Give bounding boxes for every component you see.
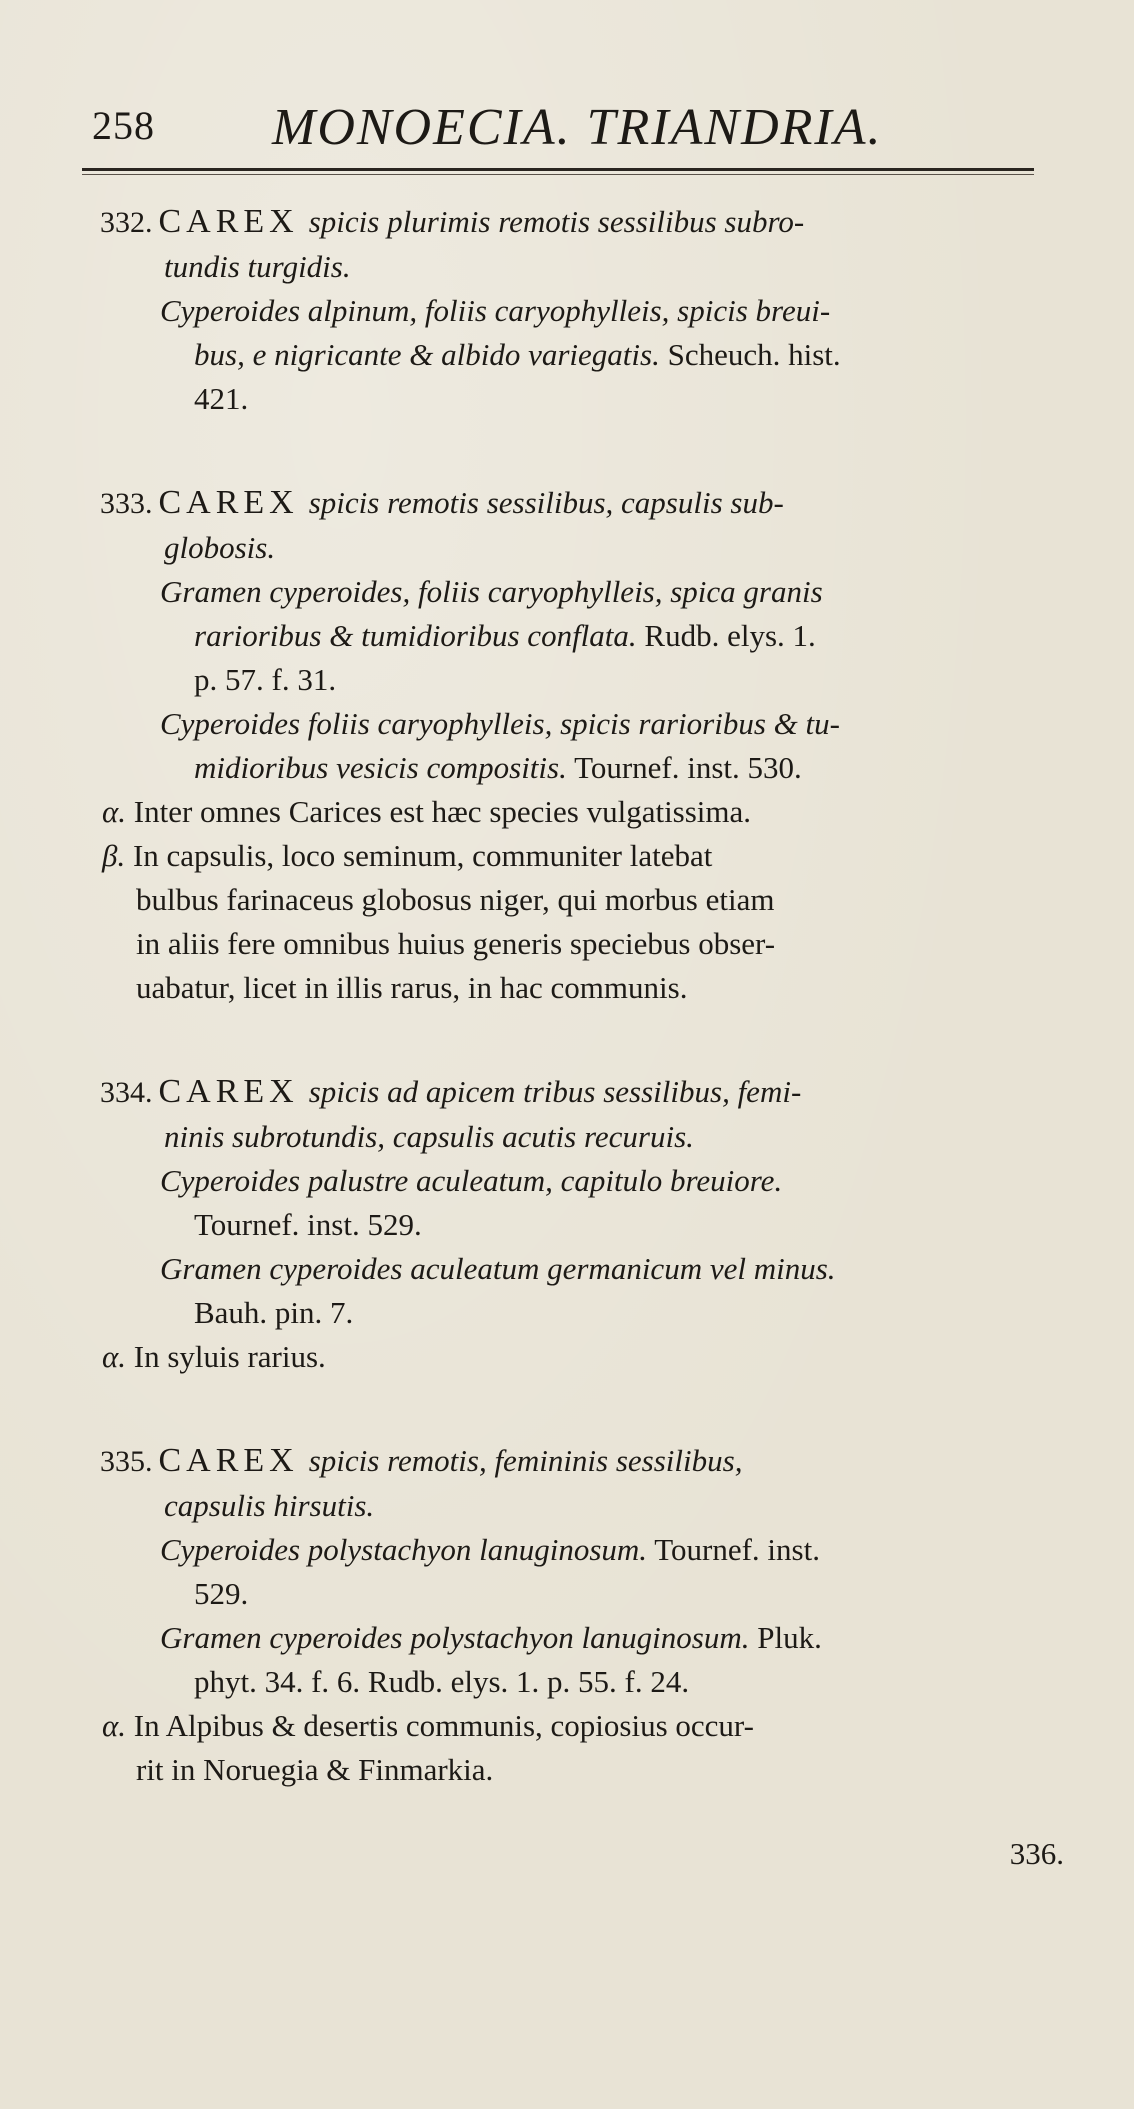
entry-heading — [100, 481, 1060, 526]
diagnosis: spicis remotis, femininis sessilibus, — [308, 1443, 743, 1478]
diagnosis: spicis plurimis remotis sessilibus subro- — [308, 204, 805, 239]
synonym-continued — [100, 333, 1060, 377]
entry-333 — [100, 481, 1060, 1010]
note-marker: α. — [102, 1708, 127, 1743]
synonym-text: Gramen cyperoides, foliis caryophylleis, spica granis — [160, 574, 823, 609]
diagnosis-continued: capsulis hirsutis. — [164, 1488, 375, 1523]
entry-332 — [100, 200, 1060, 421]
note-text: bulbus farinaceus globosus niger, qui morbus etiam — [136, 882, 775, 917]
genus-name: CAREX — [158, 484, 299, 521]
diagnosis-continued: tundis turgidis. — [164, 249, 351, 284]
synonym-text: Gramen cyperoides polystachyon lanuginosum. — [160, 1620, 750, 1655]
synonym-text: Gramen cyperoides aculeatum germanicum vel minus. — [160, 1251, 836, 1286]
entry-335 — [100, 1439, 1060, 1792]
diagnosis-continued: globosis. — [164, 530, 276, 565]
entry-number: 335. — [100, 1445, 153, 1478]
synonym-reference: Tournef. inst. 529. — [194, 1207, 422, 1242]
note-alpha — [100, 1335, 1060, 1379]
synonym-text: Cyperoides alpinum, foliis caryophylleis, spicis breui- — [160, 293, 831, 328]
entry-number: 333. — [100, 487, 153, 520]
synonym-reference: Bauh. pin. 7. — [194, 1295, 354, 1330]
entry-heading — [100, 1439, 1060, 1484]
note-text: Inter omnes Carices est hæc species vulgatissima. — [133, 794, 752, 829]
synonym-reference: Tournef. inst. 530. — [574, 750, 802, 785]
synonym-reference-cont: 421. — [194, 381, 249, 416]
note-text: in aliis fere omnibus huius generis speciebus obser- — [136, 926, 776, 961]
synonym-reference: Rudb. elys. 1. — [644, 618, 816, 653]
page-header — [92, 98, 1032, 158]
synonym-reference-cont: 529. — [194, 1576, 249, 1611]
note-alpha — [100, 1704, 1060, 1748]
note-alpha — [100, 790, 1060, 834]
synonym-italic-cont: bus, e nigricante & albido variegatis. — [194, 337, 660, 372]
entry-heading — [100, 1070, 1060, 1115]
entry-heading — [100, 200, 1060, 245]
synonym-text: Cyperoides polystachyon lanuginosum. — [160, 1532, 648, 1567]
synonym-continued — [100, 746, 1060, 790]
catchword: 336. — [1009, 1836, 1064, 1871]
synonym-reference: Tournef. inst. — [654, 1532, 820, 1567]
synonym-text: Cyperoides palustre aculeatum, capitulo breuiore. — [160, 1163, 783, 1198]
page-number: 258 — [92, 103, 155, 148]
synonym-reference: Scheuch. hist. — [667, 337, 841, 372]
note-text: rit in Noruegia & Finmarkia. — [136, 1752, 494, 1787]
note-text: In Alpibus & desertis communis, copiosius occur- — [133, 1708, 754, 1743]
diagnosis: spicis ad apicem tribus sessilibus, femi- — [308, 1074, 802, 1109]
note-text: In syluis rarius. — [133, 1339, 326, 1374]
synonym-text: Cyperoides foliis caryophylleis, spicis rarioribus & tu- — [160, 706, 840, 741]
note-marker: α. — [102, 794, 127, 829]
note-text: In capsulis, loco seminum, communiter latebat — [132, 838, 713, 873]
diagnosis: spicis remotis sessilibus, capsulis sub- — [308, 485, 784, 520]
entries — [100, 200, 1060, 1852]
synonym-reference-cont: phyt. 34. f. 6. Rudb. elys. 1. p. 55. f. 24. — [194, 1664, 690, 1699]
entry-number: 334. — [100, 1076, 153, 1109]
header-rule — [82, 168, 1034, 171]
genus-name: CAREX — [158, 203, 299, 240]
genus-name: CAREX — [158, 1442, 299, 1479]
synonym-reference: Pluk. — [757, 1620, 822, 1655]
entry-334 — [100, 1070, 1060, 1379]
genus-name: CAREX — [158, 1073, 299, 1110]
note-text: uabatur, licet in illis rarus, in hac communis. — [136, 970, 688, 1005]
note-marker: β. — [102, 838, 126, 873]
synonym-italic-cont: rarioribus & tumidioribus conflata. — [194, 618, 637, 653]
header-rule-thin — [82, 174, 1034, 175]
note-beta — [100, 834, 1060, 878]
synonym-italic-cont: midioribus vesicis compositis. — [194, 750, 567, 785]
running-title: MONOECIA. TRIANDRIA. — [272, 99, 883, 156]
synonym-line — [100, 1616, 1060, 1660]
synonym-reference-cont: p. 57. f. 31. — [194, 662, 337, 697]
note-marker: α. — [102, 1339, 127, 1374]
entry-number: 332. — [100, 206, 153, 239]
synonym-line — [100, 1528, 1060, 1572]
synonym-continued — [100, 614, 1060, 658]
diagnosis-continued: ninis subrotundis, capsulis acutis recuruis. — [164, 1119, 694, 1154]
